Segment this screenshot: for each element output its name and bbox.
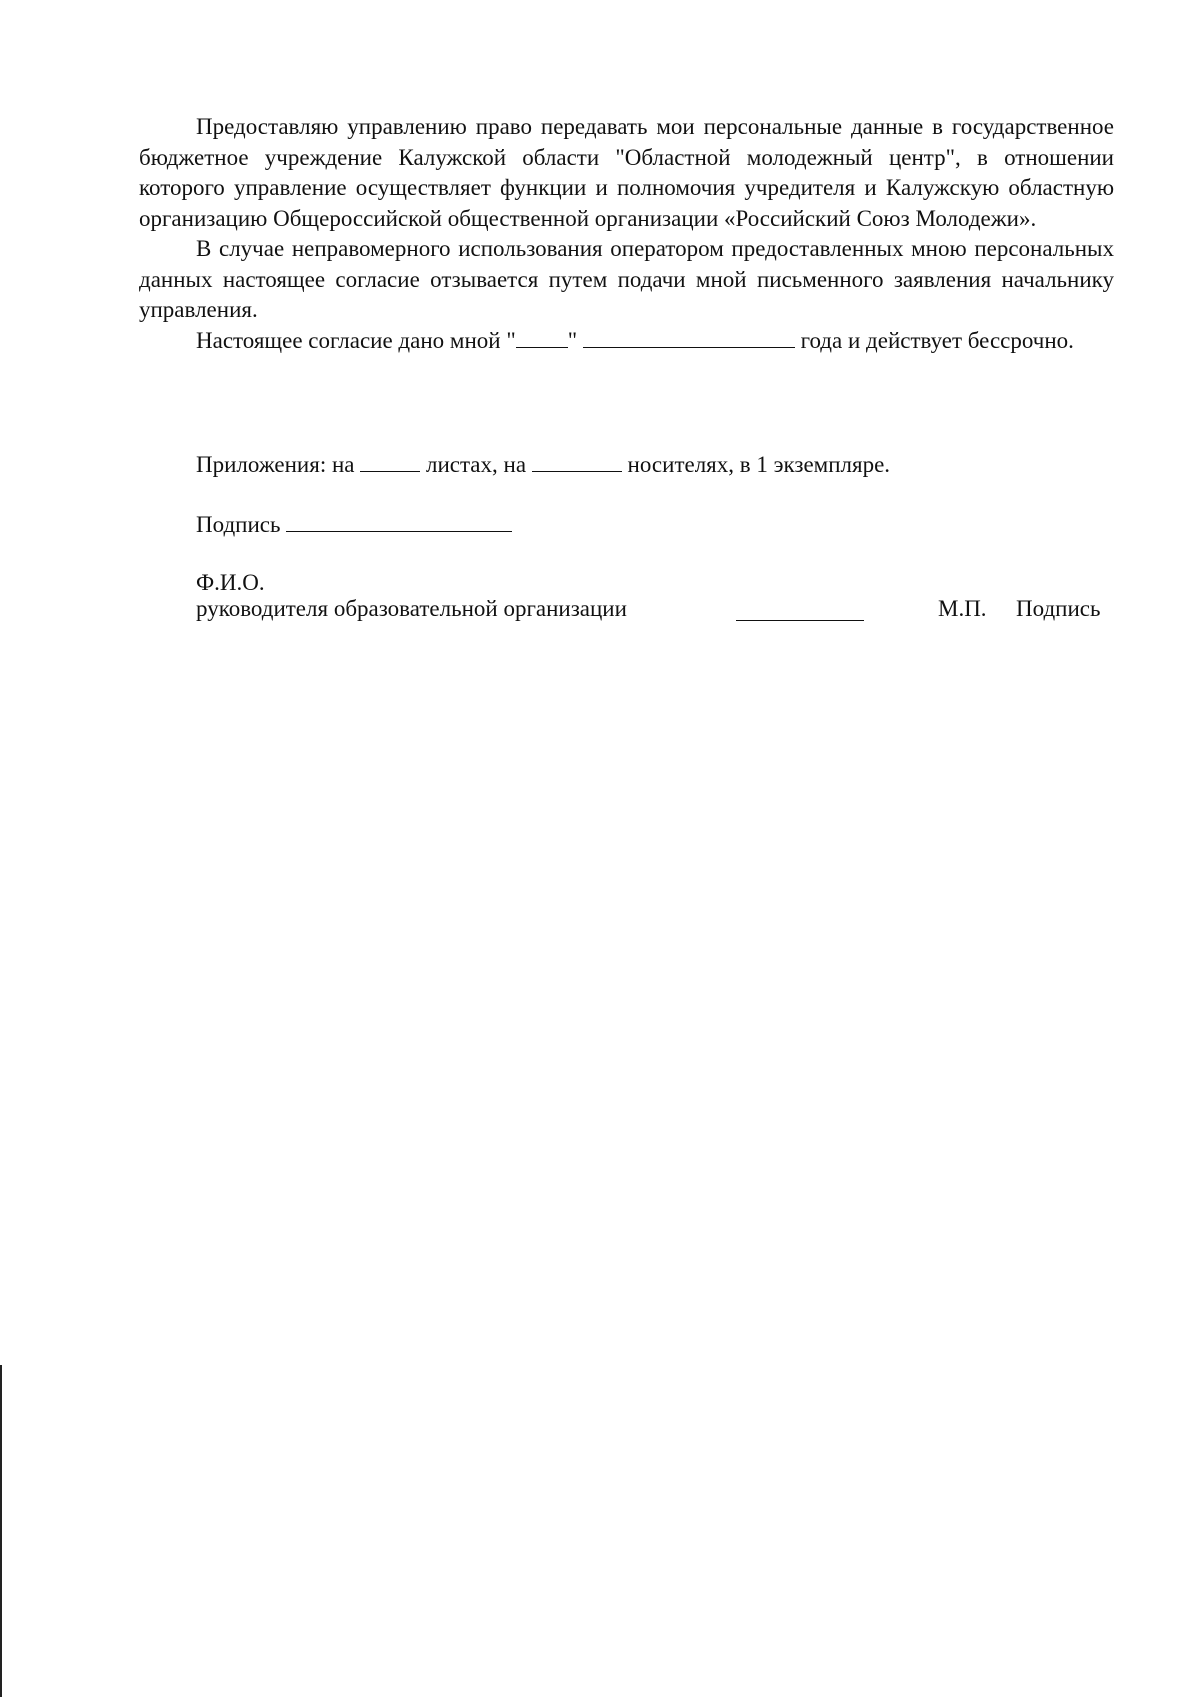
head-signature-blank <box>736 620 864 621</box>
stamp-label: М.П. <box>938 596 987 621</box>
attachments-prefix: Приложения: на <box>196 452 355 477</box>
signature-label: Подпись <box>196 512 281 537</box>
day-blank <box>516 327 568 348</box>
media-blank <box>532 451 622 472</box>
signature-blank <box>286 511 512 532</box>
sheets-blank <box>360 451 420 472</box>
scan-edge-mark <box>0 1365 2 1697</box>
signature-line <box>196 511 512 538</box>
fio-label: Ф.И.О. <box>196 570 265 595</box>
attachments-media-label: носителях, в 1 экземпляре. <box>627 452 891 477</box>
consent-date-prefix: Настоящее согласие дано мной " <box>196 327 516 353</box>
consent-text-block <box>139 112 1114 356</box>
head-signature-label: Подпись <box>1016 596 1101 621</box>
head-role-label: руководителя образовательной организации <box>196 596 627 621</box>
consent-paragraph-date <box>139 326 1114 357</box>
consent-date-suffix: года и действует бессрочно. <box>800 327 1074 353</box>
consent-paragraph-revocation: В случае неправомерного использования оператором предоставленных мною персональных данных настоящее согласие отзывается путем подачи мной письменного заявления начальнику управления. <box>139 236 1114 322</box>
attachments-line <box>196 451 890 478</box>
attachments-sheets-label: листах, на <box>425 452 527 477</box>
month-year-blank <box>583 327 795 348</box>
consent-date-quote: " <box>567 327 578 353</box>
consent-paragraph-transfer: Предоставляю управлению право передавать мои персональные данные в государственное бюджетное учреждение Калужской области "Областной молодежный центр", в отношении которого управление осуществляет функции и полномочия учредителя и Калужскую областную организацию Общероссийской общественной организации «Российский Союз Молодежи». <box>139 114 1114 231</box>
